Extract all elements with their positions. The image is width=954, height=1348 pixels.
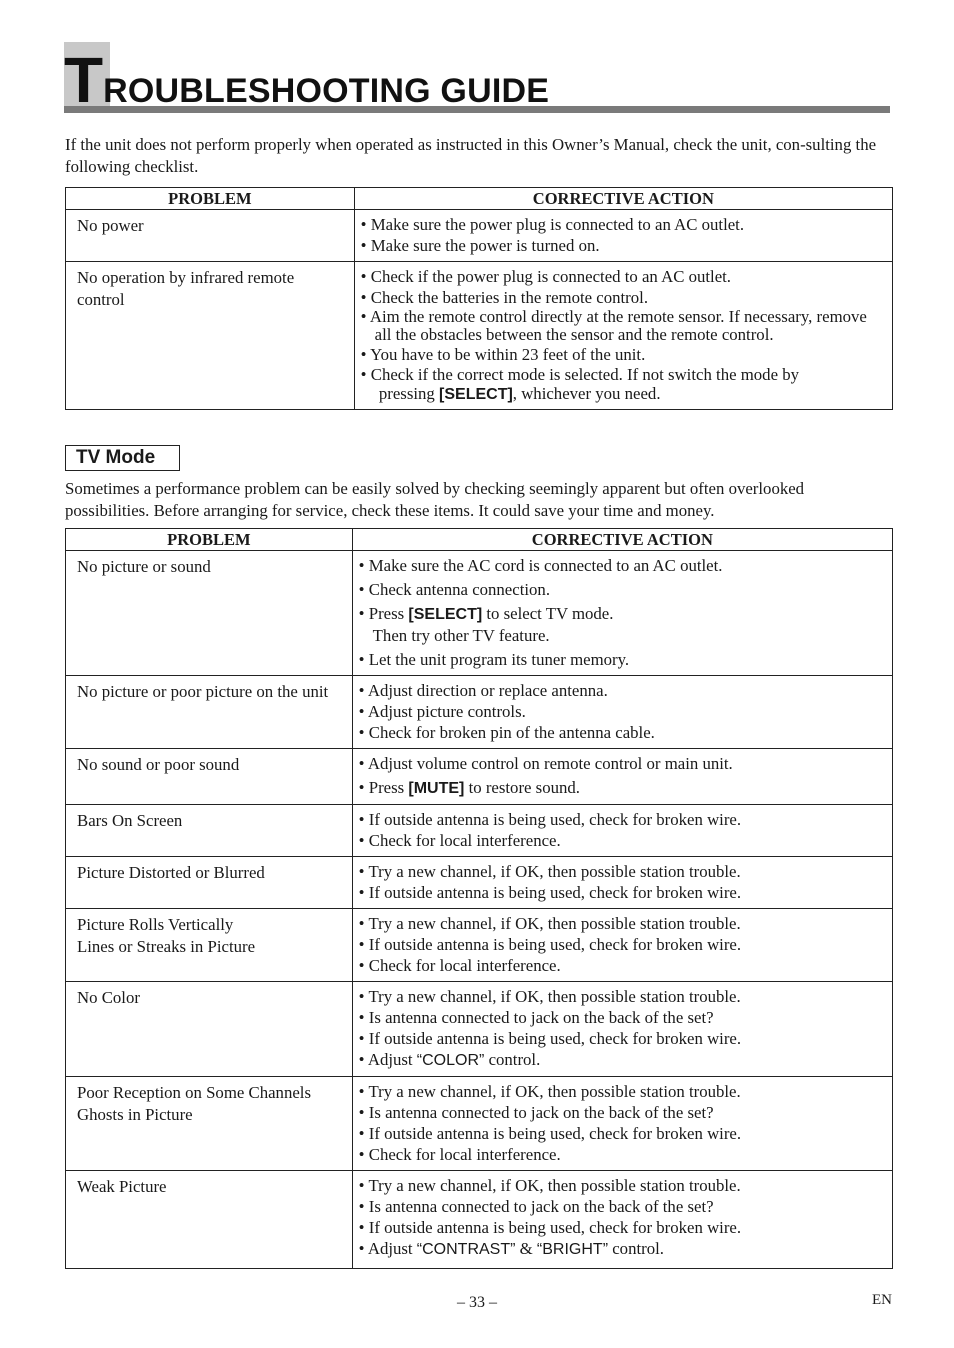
action-item: • If outside antenna is being used, check for broken wire. (358, 1029, 742, 1048)
select-key-label: [SELECT] (439, 386, 513, 403)
action-cell (352, 857, 892, 909)
action-item: • Check for broken pin of the antenna cable. (358, 723, 655, 742)
table-row (66, 262, 893, 410)
action-item: • If outside antenna is being used, check for broken wire. (358, 1124, 742, 1143)
action-item: • Adjust picture controls. (358, 702, 526, 721)
problem-cell: Poor Reception on Some Channels Ghosts in Picture (66, 1077, 353, 1171)
action-item: • Is antenna connected to jack on the back of the set? (358, 1197, 714, 1216)
action-cell (354, 262, 892, 410)
language-code: EN (872, 1292, 892, 1308)
problem-header: PROBLEM (66, 188, 355, 210)
action-cell (352, 909, 892, 982)
problem-cell: No picture or sound (66, 551, 353, 676)
tv-mode-troubleshooting-table (65, 528, 893, 1269)
problem-cell: Picture Rolls Vertically Lines or Streaks in Picture (66, 909, 353, 982)
action-cell (352, 676, 892, 749)
table-header-row (66, 188, 893, 210)
action-item: • If outside antenna is being used, check for broken wire. (358, 810, 742, 829)
table-row (66, 857, 893, 909)
action-item: • Is antenna connected to jack on the back of the set? (358, 1103, 714, 1122)
action-item: • Make sure the power plug is connected to an AC outlet. (360, 215, 745, 234)
table-header-row (66, 529, 893, 551)
page-number: – 33 – (457, 1294, 497, 1311)
action-item: • Check for local interference. (358, 1145, 561, 1164)
problem-cell: No Color (66, 982, 353, 1077)
corrective-action-header: CORRECTIVE ACTION (354, 188, 892, 210)
action-item: • Check antenna connection. (358, 580, 551, 599)
problem-cell: No power (66, 210, 355, 262)
bright-control-label: “BRIGHT” (536, 1241, 609, 1258)
problem-cell: Weak Picture (66, 1171, 353, 1269)
action-item: • You have to be within 23 feet of the unit. (360, 345, 646, 364)
tv-mode-section-label: TV Mode (65, 445, 180, 471)
action-item: • Make sure the AC cord is connected to an AC outlet. (358, 556, 723, 575)
action-item: • Is antenna connected to jack on the back of the set? (358, 1008, 714, 1027)
action-item: • Make sure the power is turned on. (360, 236, 600, 255)
action-cell (352, 805, 892, 857)
page-title: TROUBLESHOOTING GUIDE (64, 44, 550, 116)
action-cell (352, 1171, 892, 1269)
problem-cell: No sound or poor sound (66, 749, 353, 805)
corrective-action-header: CORRECTIVE ACTION (352, 529, 892, 551)
table-row (66, 1077, 893, 1171)
action-item: • Aim the remote control directly at the remote sensor. If necessary, remove all the obstacles between the sensor and the remote control. (360, 307, 867, 344)
action-item: • Try a new channel, if OK, then possible station trouble. (358, 914, 741, 933)
mute-key-label: [MUTE] (408, 780, 465, 797)
action-item: • Adjust “CONTRAST” & “BRIGHT” control. (358, 1239, 664, 1258)
action-item: • Check if the power plug is connected to an AC outlet. (360, 267, 731, 286)
select-key-label: [SELECT] (408, 606, 483, 623)
table-row (66, 805, 893, 857)
action-cell (352, 1077, 892, 1171)
table-row (66, 551, 893, 676)
action-item: • Try a new channel, if OK, then possible station trouble. (358, 1082, 741, 1101)
problem-header: PROBLEM (66, 529, 353, 551)
action-item: • Check for local interference. (358, 956, 561, 975)
table-row (66, 749, 893, 805)
table-row (66, 676, 893, 749)
action-item: • Adjust direction or replace antenna. (358, 681, 608, 700)
action-item: • Check if the correct mode is selected. If not switch the mode by pressing [SELECT], whichever you need. (360, 365, 799, 403)
action-item: • Try a new channel, if OK, then possible station trouble. (358, 862, 741, 881)
contrast-control-label: “CONTRAST” (416, 1241, 516, 1258)
action-item: • Check the batteries in the remote control. (360, 288, 649, 307)
action-item: • Press [SELECT] to select TV mode. (358, 604, 614, 623)
problem-cell: No picture or poor picture on the unit (66, 676, 353, 749)
table-row (66, 982, 893, 1077)
action-item-continuation: Then try other TV feature. (372, 626, 550, 645)
table-row (66, 1171, 893, 1269)
table-row (66, 210, 893, 262)
action-item: • Try a new channel, if OK, then possible station trouble. (358, 1176, 741, 1195)
action-item: • Adjust “COLOR” control. (358, 1050, 541, 1069)
action-item: • Let the unit program its tuner memory. (358, 650, 630, 669)
problem-cell: No operation by infrared remote control (66, 262, 355, 410)
action-cell (352, 982, 892, 1077)
action-item: • Press [MUTE] to restore sound. (358, 778, 580, 797)
tv-mode-intro-paragraph: Sometimes a performance problem can be easily solved by checking seemingly apparent but often overlooked possibilities. Before arranging for service, check these items. It could save your time and money. (65, 479, 805, 520)
color-control-label: “COLOR” (416, 1052, 485, 1069)
action-item: • If outside antenna is being used, check for broken wire. (358, 1218, 742, 1237)
action-item: • Try a new channel, if OK, then possible station trouble. (358, 987, 741, 1006)
action-item: • If outside antenna is being used, check for broken wire. (358, 935, 742, 954)
page-header (64, 42, 890, 114)
problem-cell: Bars On Screen (66, 805, 353, 857)
intro-paragraph: If the unit does not perform properly when operated as instructed in this Owner’s Manual, check the unit, con-sulting the following checklist. (65, 135, 877, 176)
action-item: • If outside antenna is being used, check for broken wire. (358, 883, 742, 902)
action-cell (352, 749, 892, 805)
problem-cell: Picture Distorted or Blurred (66, 857, 353, 909)
action-cell (354, 210, 892, 262)
table-row (66, 909, 893, 982)
action-item: • Adjust volume control on remote control or main unit. (358, 754, 733, 773)
general-troubleshooting-table (65, 187, 893, 410)
action-cell (352, 551, 892, 676)
action-item: • Check for local interference. (358, 831, 561, 850)
